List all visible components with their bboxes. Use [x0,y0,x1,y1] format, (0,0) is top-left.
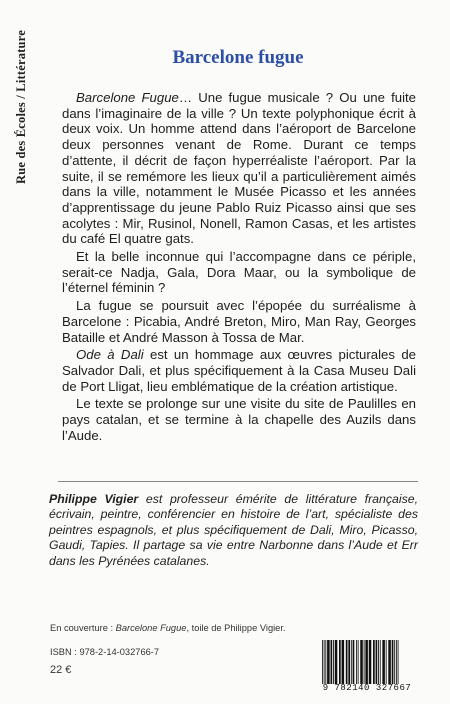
barcode-bar [382,640,385,684]
cover-credit-prefix: En couverture : [50,623,116,633]
barcode-bar [333,640,334,684]
barcode-bar [360,640,363,684]
blurb-paragraph-4 [62,347,416,394]
barcode-bar [365,640,368,684]
barcode-bar [396,640,397,684]
barcode-bar [364,640,365,684]
divider-line [58,481,418,482]
author-bio [49,492,418,569]
blurb [62,90,416,443]
barcode-bar [376,640,378,684]
blurb-4-part-2: est un hommage aux œuvres picturales de Salvador Dali, et plus spécifiquement à la Casa Museu Dali de Port Lligat, lieu emblématique de la création artistique. [62,347,416,394]
blurb-paragraph-3 [62,298,416,345]
author-bio-text: est professeur émérite de littérature française, écrivain, peintre, conférencier en histoire de l’art, spécialiste des peintres espagnols, et plus spécifiquement de Dali, Miro, Picasso, Gaudi, Tapies. Il partage sa vie entre Narbonne dans l’Aude et Err dans les Pyrénées catalanes. [49,492,418,568]
barcode-bar [356,640,357,684]
blurb-paragraph-5 [62,396,416,443]
blurb-5-part-1: Le texte se prolonge sur une visite du site de Paulilles en pays catalan, et se termine à la chapelle des Auzils dans l’Aude. [62,396,416,443]
barcode [318,640,416,696]
barcode-bar [380,640,381,684]
barcode-bar [335,640,338,684]
book-title: Barcelone fugue [172,47,304,68]
blurb-4-part-1: Ode à Dali [76,347,144,363]
barcode-bar [322,640,323,684]
barcode-bar [392,640,394,684]
barcode-bar [378,640,379,684]
blurb-paragraph-2 [62,249,416,296]
blurb-3-part-1: La fugue se poursuit avec l’épopée du surréalisme à Barcelone : Picabia, André Breton, Miro, Man Ray, Georges Bataille et André Masson à Tossa de Mar. [62,298,416,345]
cover-credit [50,623,286,633]
spine-collection-label: Rue des Écoles / Littérature [14,30,28,184]
barcode-bar [358,640,359,684]
blurb-1-part-1: Barcelone Fugue [76,90,179,105]
barcode-bar [325,640,326,684]
barcode-bar [339,640,341,684]
cover-credit-suffix: , toile de Philippe Vigier. [186,623,286,633]
barcode-bar [342,640,345,684]
barcode-bar [386,640,387,684]
barcode-bar [348,640,350,684]
barcode-bar [324,640,325,684]
barcode-bar [353,640,355,684]
barcode-bar [331,640,333,684]
price: 22 € [50,664,72,676]
barcode-bar [394,640,395,684]
barcode-bar [388,640,391,684]
barcode-bar [351,640,352,684]
author-name: Philippe Vigier [49,492,139,506]
blurb-1-part-2: … Une fugue musicale ? Ou une fuite dans l’imaginaire de la ville ? Un texte polyphonique écrit à deux voix. Un homme attend dans l’aéroport de Barcelone deux personnes venant de Rome. Durant ce temps d’attente, il décrit de façon hyperréaliste l’aéroport. Par la suite, il se remémore les lieux qu’il a particulièrement aimés dans la ville, notamment le Musée Picasso et les années d’apprentissage du jeune Pablo Ruiz Picasso ainsi que ses acolytes : Mir, Rusinol, Nonell, Ramon Casas, et les artistes du café El quatre gats. [62,90,416,247]
isbn: ISBN : 978-2-14-032766-7 [50,647,160,657]
barcode-bar [346,640,348,684]
barcode-bar [373,640,375,684]
barcode-bar [369,640,372,684]
blurb-paragraph-1 [62,90,416,247]
blurb-2-part-1: Et la belle inconnue qui l’accompagne dans ce périple, serait-ce Nadja, Gala, Dora Maar, ou la symbolique de l’éternel féminin ? [62,249,416,296]
barcode-bars [318,640,416,684]
barcode-bar [398,640,399,684]
cover-credit-work: Barcelone Fugue [115,623,187,633]
barcode-bar [327,640,330,684]
barcode-digits: 9 782140 327667 [322,683,412,693]
